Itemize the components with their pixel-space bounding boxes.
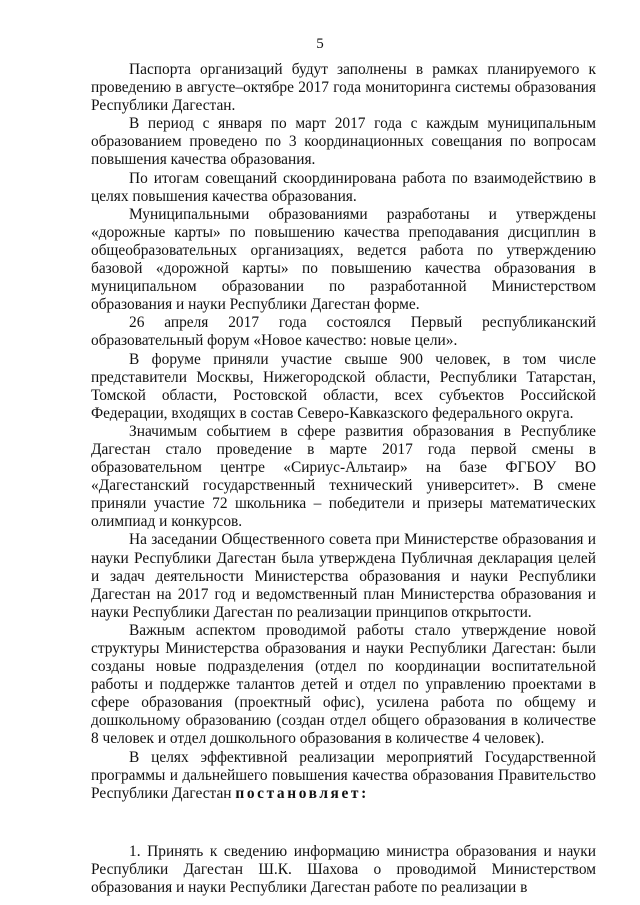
paragraph: В период с января по март 2017 года с каждым муниципальным образованием проведено по 3 координационных совещания по вопросам повышения качества образования.	[91, 115, 596, 169]
page-number: 5	[316, 36, 324, 52]
resolution-item: 1. Принять к сведению информацию министра образования и науки Республики Дагестан Ш.К. Шахова о проводимой Министерством образования и науки Республики Дагестан работе по реализации в	[91, 842, 596, 897]
section-gap	[91, 803, 596, 843]
paragraph: Паспорта организаций будут заполнены в рамках планируемого к проведению в августе–октябре 2017 года мониторинга системы образования Республики Дагестан.	[91, 61, 596, 115]
resolution-keyword: постановляет:	[235, 784, 369, 802]
paragraph: Важным аспектом проводимой работы стало утверждение новой структуры Министерства образования и науки Республики Дагестан: были созданы новые подразделения (отдел по координации воспитательной работы и поддержке талантов детей и отдел по управлению проектами в сфере образования (проектный офис), усилена работа по общему и дошкольному образованию (создан отдел общего образования в количестве 8 человек и отдел дошкольного образования в количестве 4 человек).	[91, 621, 596, 748]
resolution-paragraph	[91, 749, 596, 803]
paragraph: По итогам совещаний скоординирована работа по взаимодействию в целях повышения качества образования.	[91, 169, 596, 205]
paragraph: В форуме приняли участие свыше 900 человек, в том числе представители Москвы, Нижегородской области, Республики Татарстан, Томской области, Ростовской области, всех субъектов Российской Федерации, входящих в состав Северо-Кавказского федерального округа.	[91, 350, 596, 422]
paragraph: Значимым событием в сфере развития образования в Республике Дагестан стало проведение в марте 2017 года первой смены в образовательном центре «Сириус-Альтаир» на базе ФГБОУ ВО «Дагестанский государственный технический университет». В смене приняли участие 72 школьника – победители и призеры математических олимпиад и конкурсов.	[91, 422, 596, 531]
paragraph: Муниципальными образованиями разработаны и утверждены «дорожные карты» по повышению качества преподавания дисциплин в общеобразовательных организациях, ведется работа по утверждению базовой «дорожной карты» по повышению качества образования в муниципальном образовании по разработанной Министерством образования и науки Республики Дагестан форме.	[91, 205, 596, 314]
document-body	[91, 61, 596, 897]
resolution-text: В целях эффективной реализации мероприятий Государственной программы и дальнейшего повышения качества образования Правительство Республики Дагестан	[91, 748, 596, 802]
paragraph: На заседании Общественного совета при Министерстве образования и науки Республики Дагестан была утверждена Публичная декларация целей и задач деятельности Министерства образования и науки Республики Дагестан на 2017 год и ведомственный план Министерства образования и науки Республики Дагестан по реализации принципов открытости.	[91, 531, 596, 621]
paragraph: 26 апреля 2017 года состоялся Первый республиканский образовательный форум «Новое качество: новые цели».	[91, 314, 596, 350]
